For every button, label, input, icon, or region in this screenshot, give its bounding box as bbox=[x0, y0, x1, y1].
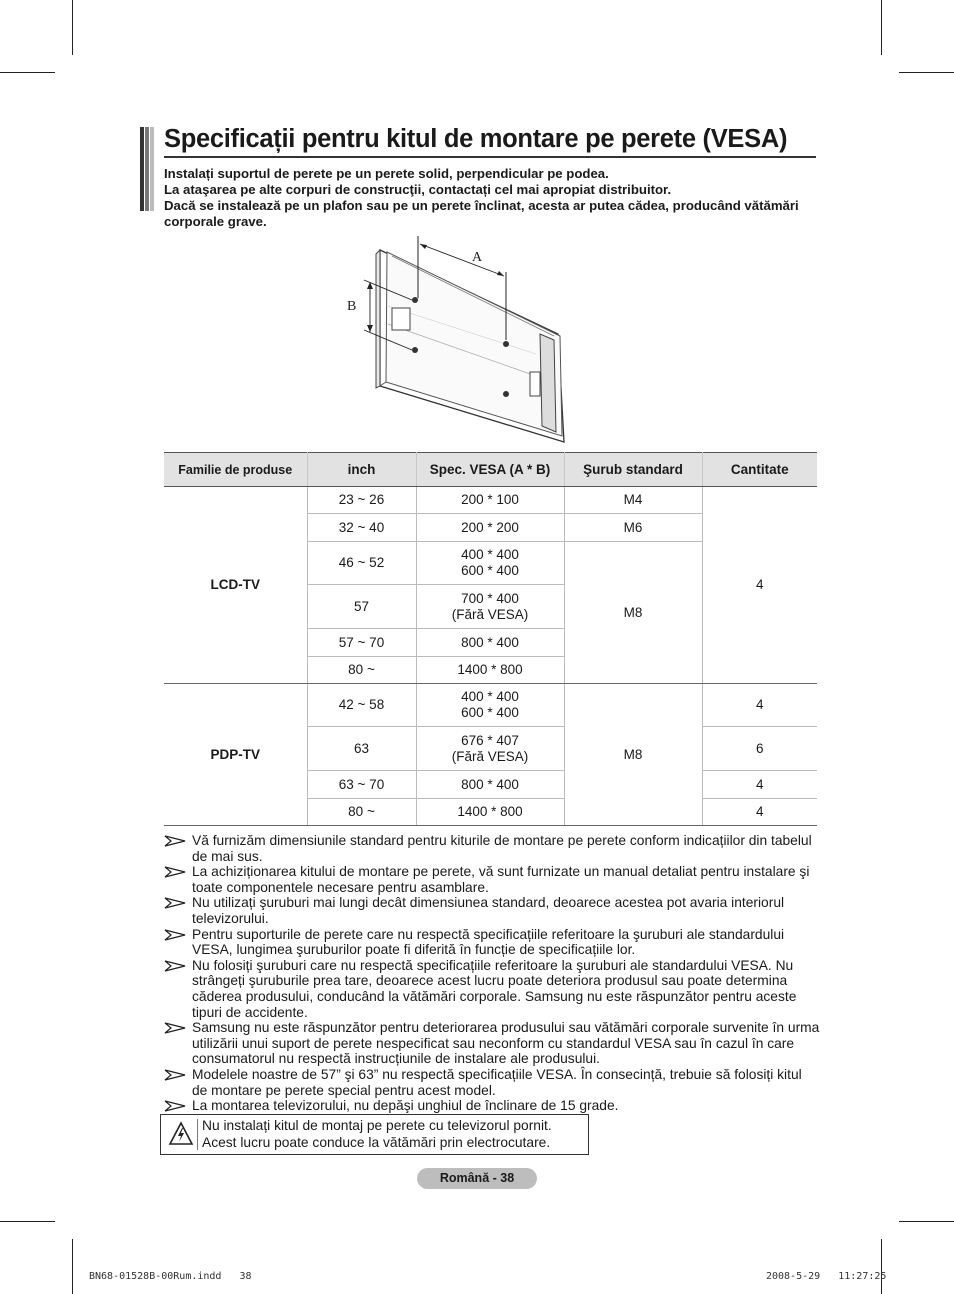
title-accent-bar bbox=[140, 127, 155, 211]
product-family-cell: LCD-TV bbox=[164, 487, 307, 684]
vesa-cell bbox=[416, 542, 564, 585]
inch-cell: 57 bbox=[307, 585, 416, 629]
inch-cell: 32 ~ 40 bbox=[307, 514, 416, 542]
crop-mark bbox=[72, 0, 73, 55]
note-text: Nu folosiți şuruburi care nu respectă specificațiile referitoare la şuruburi ale standardului VESA. Nu strângeți şuruburile prea tare, deoarece acest lucru poate deteriora produsul sau poate determina căderea produsului, conducând la vătămări corporale. Samsung nu este răspunzător pentru aceste tipuri de accidente. bbox=[192, 957, 797, 1020]
dimension-a-label: A bbox=[472, 250, 483, 265]
note-item bbox=[164, 895, 820, 926]
vesa-value: (Fără VESA) bbox=[451, 748, 529, 764]
column-header: Spec. VESA (A * B) bbox=[416, 453, 564, 487]
inch-cell: 63 ~ 70 bbox=[307, 771, 416, 799]
quantity-cell: 4 bbox=[702, 771, 817, 799]
vesa-cell: 1400 * 800 bbox=[416, 799, 564, 826]
dimension-b-label: B bbox=[347, 299, 357, 314]
arrow-bullet-icon bbox=[164, 866, 186, 878]
inch-cell: 42 ~ 58 bbox=[307, 684, 416, 727]
arrow-bullet-icon bbox=[164, 835, 186, 847]
vesa-cell: 200 * 200 bbox=[416, 514, 564, 542]
crop-mark bbox=[0, 1221, 55, 1222]
warning-text bbox=[202, 1117, 552, 1151]
column-header: Cantitate bbox=[702, 453, 817, 487]
inch-cell: 80 ~ bbox=[307, 799, 416, 826]
footer-file-info: BN68-01528B-00Rum.indd 38 bbox=[89, 1271, 252, 1282]
quantity-cell: 4 bbox=[702, 487, 817, 684]
crop-mark bbox=[899, 1221, 954, 1222]
screw-cell: M8 bbox=[564, 542, 702, 684]
inch-cell: 63 bbox=[307, 727, 416, 771]
note-text: Modelele noastre de 57” şi 63” nu respectă specificațiile VESA. În consecință, trebuie să folosiți kitul de montare pe perete special pentru acest model. bbox=[192, 1066, 802, 1098]
note-item bbox=[164, 1067, 820, 1098]
tv-back-diagram bbox=[340, 236, 570, 446]
vesa-value: (Fără VESA) bbox=[451, 606, 529, 622]
inch-cell: 46 ~ 52 bbox=[307, 542, 416, 585]
screw-cell: M8 bbox=[564, 684, 702, 826]
footer-date-info: 2008-5-29 11:27:25 bbox=[766, 1271, 887, 1282]
crop-mark bbox=[0, 72, 55, 73]
vesa-value: 700 * 400 bbox=[461, 590, 519, 606]
quantity-cell: 6 bbox=[702, 727, 817, 771]
vesa-cell bbox=[416, 684, 564, 727]
note-item bbox=[164, 927, 820, 958]
arrow-bullet-icon bbox=[164, 929, 186, 941]
quantity-cell: 4 bbox=[702, 799, 817, 826]
note-text: Vă furnizăm dimensiunile standard pentru kiturile de montare pe perete conform indicațiilor din tabelul de mai sus. bbox=[192, 833, 812, 864]
crop-mark bbox=[881, 0, 882, 55]
vesa-cell bbox=[416, 727, 564, 771]
crop-mark bbox=[72, 1239, 73, 1294]
note-item bbox=[164, 958, 820, 1020]
column-header: Familie de produse bbox=[164, 453, 307, 487]
column-header: inch bbox=[307, 453, 416, 487]
intro-text bbox=[164, 166, 814, 230]
vesa-cell: 800 * 400 bbox=[416, 771, 564, 799]
notes-list bbox=[164, 833, 820, 1114]
note-item bbox=[164, 864, 820, 895]
arrow-bullet-icon bbox=[164, 897, 186, 909]
note-text: Pentru suporturile de perete care nu respectă specificațiile referitoare la şuruburi ale standardului VESA, lungimea şuruburilor poate fi diferită în funcție de specificațiile lor. bbox=[192, 926, 785, 958]
inch-cell: 23 ~ 26 bbox=[307, 487, 416, 514]
column-header: Şurub standard bbox=[564, 453, 702, 487]
vesa-cell: 800 * 400 bbox=[416, 629, 564, 657]
intro-line: Dacă se instalează pe un plafon sau pe un perete înclinat, acesta ar putea cădea, producând vătămări corporale grave. bbox=[164, 198, 799, 229]
vesa-cell: 1400 * 800 bbox=[416, 657, 564, 684]
vesa-value: 400 * 400 bbox=[461, 689, 519, 704]
note-text: Nu utilizați şuruburi mai lungi decât dimensiunea standard, deoarece acestea pot avaria interiorul televizorului. bbox=[192, 895, 785, 926]
warning-divider bbox=[197, 1119, 198, 1150]
note-item bbox=[164, 833, 820, 864]
table-row bbox=[164, 487, 817, 514]
note-text: La montarea televizorului, nu depăşi unghiul de înclinare de 15 grade. bbox=[192, 1098, 619, 1114]
vesa-value: 600 * 400 bbox=[461, 563, 519, 578]
inch-cell: 57 ~ 70 bbox=[307, 629, 416, 657]
note-text: Samsung nu este răspunzător pentru deteriorarea produsului sau vătămări corporale survenite în urma utilizării unui suport de perete nespecificat sau neconform cu standardul VESA sau în cazul în care consumatorul nu respectă instrucțiunile de instalare ale produsului. bbox=[192, 1020, 820, 1067]
vesa-cell: 200 * 100 bbox=[416, 487, 564, 514]
crop-mark bbox=[881, 1239, 882, 1294]
vesa-cell bbox=[416, 585, 564, 629]
product-family-cell: PDP-TV bbox=[164, 684, 307, 826]
inch-cell: 80 ~ bbox=[307, 657, 416, 684]
crop-mark bbox=[899, 72, 954, 73]
page-title: Specificații pentru kitul de montare pe perete (VESA) bbox=[164, 122, 816, 158]
page-number-badge: Română - 38 bbox=[417, 1168, 537, 1189]
note-item bbox=[164, 1020, 820, 1067]
intro-line: Instalați suportul de perete pe un perete solid, perpendicular pe podea. bbox=[164, 166, 609, 181]
arrow-bullet-icon bbox=[164, 1100, 186, 1112]
arrow-bullet-icon bbox=[164, 1069, 186, 1081]
warning-icon bbox=[168, 1120, 194, 1148]
vesa-value: 600 * 400 bbox=[461, 705, 519, 720]
table-header-row bbox=[164, 453, 817, 487]
arrow-bullet-icon bbox=[164, 960, 186, 972]
screw-cell: M6 bbox=[564, 514, 702, 542]
intro-line: La ataşarea pe alte corpuri de construcţii, contactați cel mai apropiat distribuitor. bbox=[164, 182, 672, 197]
screw-cell: M4 bbox=[564, 487, 702, 514]
vesa-value: 676 * 407 bbox=[461, 732, 519, 748]
table-row bbox=[164, 684, 817, 727]
vesa-value: 400 * 400 bbox=[461, 547, 519, 562]
warning-box bbox=[160, 1114, 589, 1155]
warning-line: Nu instalați kitul de montaj pe perete cu televizorul pornit. bbox=[202, 1118, 552, 1133]
vesa-spec-table bbox=[164, 452, 817, 826]
note-item bbox=[164, 1098, 820, 1114]
quantity-cell: 4 bbox=[702, 684, 817, 727]
note-text: La achiziționarea kitului de montare pe perete, vă sunt furnizate un manual detaliat pentru instalare şi toate componentele necesare pentru asamblare. bbox=[192, 864, 810, 895]
warning-line: Acest lucru poate conduce la vătămări prin electrocutare. bbox=[202, 1135, 551, 1150]
arrow-bullet-icon bbox=[164, 1022, 186, 1034]
